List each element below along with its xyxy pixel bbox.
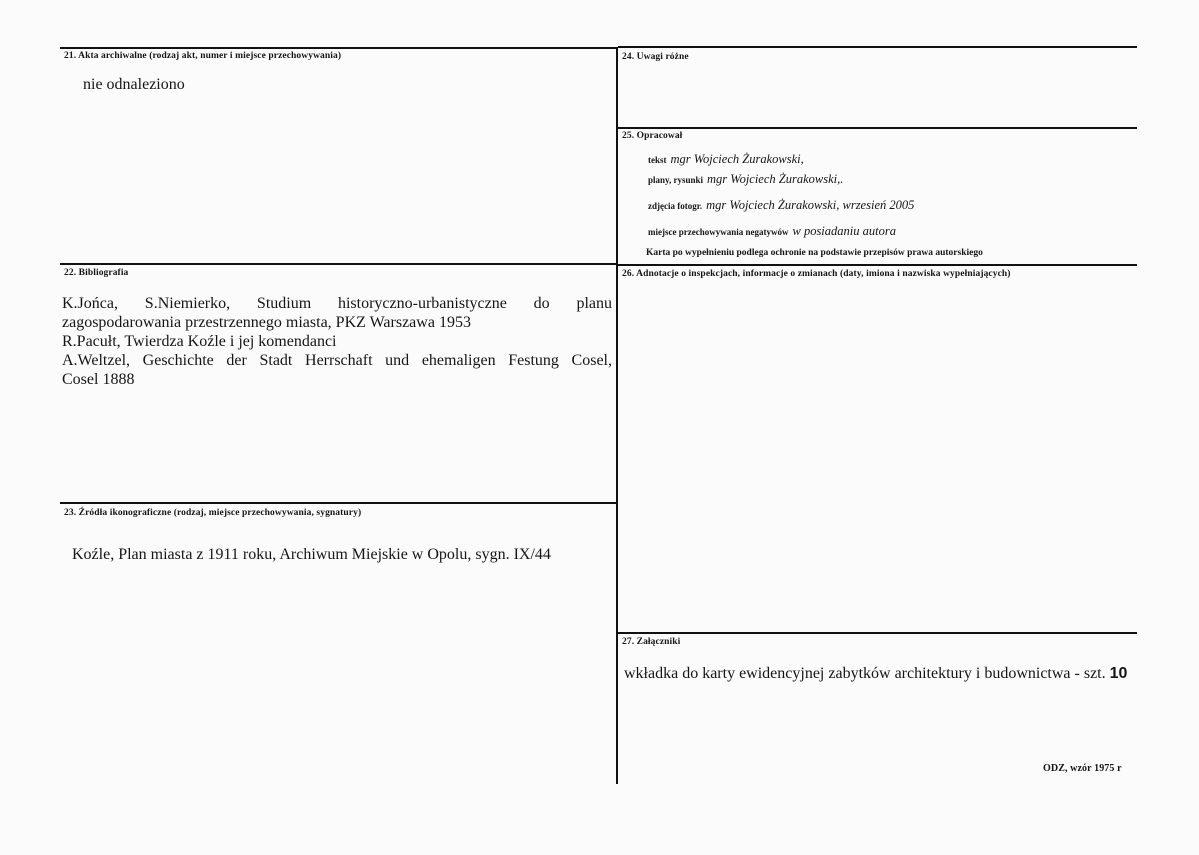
rule-27	[618, 632, 1137, 634]
author-plans-label: plany, rysunki	[648, 175, 704, 185]
author-photo-value: mgr Wojciech Żurakowski, wrzesień 2005	[706, 198, 915, 212]
section-23-value: Koźle, Plan miasta z 1911 roku, Archiwum Miejskie w Opolu, sygn. IX/44	[72, 546, 551, 563]
rule-23	[60, 502, 618, 504]
section-22-label: 22. Bibliografia	[64, 268, 129, 278]
bibliography-entry-3-line-1: A.Weltzel, Geschichte der Stadt Herrschaft und ehemaligen Festung Cosel,	[62, 352, 612, 369]
rule-26	[618, 264, 1137, 266]
top-rule-left	[60, 47, 618, 49]
author-photo-label: zdjęcia fotogr.	[648, 201, 703, 211]
author-text-row	[648, 150, 804, 168]
column-divider	[616, 47, 618, 784]
bibliography-entry-1-line-1: K.Jońca, S.Niemierko, Studium historyczno-urbanistyczne do planu	[62, 295, 612, 312]
section-21-label: 21. Akta archiwalne (rodzaj akt, numer i miejsce przechowywania)	[64, 51, 342, 61]
author-text-label: tekst	[648, 155, 667, 165]
section-23-label: 23. Źródła ikonograficzne (rodzaj, miejsce przechowywania, sygnatury)	[64, 508, 362, 518]
negatives-label: miejsce przechowywania negatywów	[648, 227, 789, 237]
bibliography-entry-2: R.Pacułt, Twierdza Koźle i jej komendanci	[62, 333, 337, 350]
copyright-note: Karta po wypełnieniu podlega ochronie na podstawie przepisów prawa autorskiego	[646, 248, 983, 258]
negatives-row	[648, 222, 896, 240]
author-plans-row	[648, 170, 843, 188]
author-text-value: mgr Wojciech Żurakowski,	[670, 152, 804, 166]
bibliography-entry-3-line-2: Cosel 1888	[62, 371, 135, 388]
negatives-value: w posiadaniu autora	[792, 224, 896, 238]
top-rule-right	[618, 46, 1137, 48]
form-code: ODZ, wzór 1975 r	[1043, 763, 1122, 774]
section-21-value: nie odnaleziono	[83, 76, 185, 93]
author-photo-row	[648, 196, 914, 214]
section-25-label: 25. Opracował	[622, 131, 683, 141]
section-27-label: 27. Załączniki	[622, 637, 681, 647]
bibliography-entry-1-line-2: zagospodarowania przestrzennego miasta, PKZ Warszawa 1953	[62, 314, 471, 331]
attachment-count: 10	[1109, 665, 1128, 682]
section-24-label: 24. Uwagi różne	[622, 52, 689, 62]
section-27-value-row	[624, 665, 1127, 683]
section-27-value: wkładka do karty ewidencyjnej zabytków architektury i budownictwa - szt.	[624, 665, 1106, 682]
rule-25	[618, 127, 1137, 129]
section-26-label: 26. Adnotacje o inspekcjach, informacje o zmianach (daty, imiona i nazwiska wypełniających)	[622, 269, 1011, 279]
author-plans-value: mgr Wojciech Żurakowski,.	[707, 172, 844, 186]
rule-22	[60, 263, 618, 265]
bibliography-list	[62, 294, 612, 389]
